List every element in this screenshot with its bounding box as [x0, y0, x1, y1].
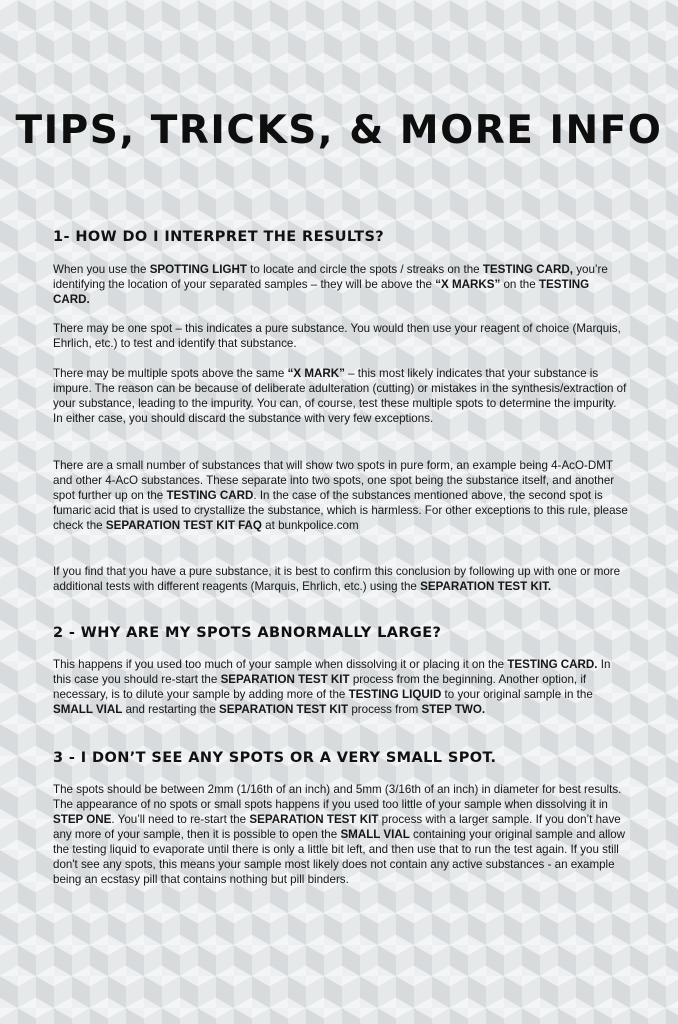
text-run: The spots should be between 2mm (1/16th of an inch) and 5mm (3/16th of an inch) in diameter for best results. The appearance of no spots or small spots happens if you used too little of your sample when dissolving it in: [53, 783, 622, 811]
bold-term: TESTING CARD,: [482, 263, 574, 276]
section-heading: 1- HOW DO I INTERPRET THE RESULTS?: [53, 229, 385, 245]
section-heading: 3 - I DON’T SEE ANY SPOTS OR A VERY SMALL SPOT.: [53, 750, 497, 766]
paragraph: [53, 262, 628, 307]
paragraph: [53, 458, 628, 533]
paragraph: [53, 564, 628, 594]
text-run: process from the beginning. Another option, if necessary, is to dilute your sample by adding more of the: [53, 673, 587, 701]
text-run: There may be one spot – this indicates a pure substance. You would then use your reagent of choice (Marquis, Ehrlich, etc.) to test and identify that substance.: [53, 322, 621, 350]
paragraph: [53, 321, 628, 351]
text-run: process with a larger sample. If you don’t have any more of your sample, then it is possible to open the: [53, 813, 621, 841]
text-run: you’re identifying the location of your separated samples – they will be above the: [53, 263, 608, 291]
bold-term: TESTING LIQUID: [348, 688, 442, 701]
bold-term: TESTING CARD: [166, 489, 254, 502]
text-run: There are a small number of substances that will show two spots in pure form, an example being 4-AcO-DMT and other 4-AcO substances. These separate into two spots, one spot being the substance itself, and another spot further up on the: [53, 459, 615, 502]
text-run: to locate and circle the spots / streaks on the: [246, 263, 483, 276]
text-run: When you use the: [53, 263, 150, 276]
section-heading: 2 - WHY ARE MY SPOTS ABNORMALLY LARGE?: [53, 625, 442, 641]
bold-term: SEPARATION TEST KIT: [249, 813, 379, 826]
text-run: . You’ll need to re-start the: [111, 813, 250, 826]
page-title: TIPS, TRICKS, & MORE INFO: [15, 108, 663, 153]
text-run: – this most likely indicates that your substance is impure. The reason can be because of deliberate adulteration (cutting) or mistakes in the synthesis/extraction of your substance, leading to the impurity. You can, of course, test these multiple spots to determine the impurity. In either case, you should discard the substance with very few exceptions.: [53, 367, 627, 425]
text-run: at bunkpolice.com: [261, 519, 359, 532]
bold-term: SEPARATION TEST KIT: [219, 703, 349, 716]
text-run: process from: [348, 703, 422, 716]
bold-term: TESTING CARD.: [53, 278, 590, 306]
paragraph: [53, 366, 628, 426]
text-run: . In the case of the substances mentioned above, the second spot is fumaric acid that is used to crystallize the substance, which is harmless. For other exceptions to this rule, please check the: [53, 489, 628, 532]
bold-term: “X MARK”: [287, 367, 345, 380]
text-run: containing your original sample and allow the testing liquid to evaporate until there is only a little bit left, and then use that to run the test again. If you still don't see any spots, this means your sample most likely does not contain any active substances - an example being an ecstasy pill that contains nothing but pill binders.: [53, 828, 626, 886]
text-run: There may be multiple spots above the same: [53, 367, 288, 380]
bold-term: SEPARATION TEST KIT FAQ: [105, 519, 262, 532]
bold-term: TESTING CARD.: [507, 658, 598, 671]
paragraph: [53, 782, 628, 887]
bold-term: STEP ONE: [53, 813, 112, 826]
paragraph: [53, 657, 628, 717]
text-run: In this case you should re-start the: [53, 658, 611, 686]
bold-term: “X MARKS”: [435, 278, 501, 291]
bold-term: SEPARATION TEST KIT.: [420, 580, 552, 593]
bold-term: STEP TWO.: [421, 703, 486, 716]
bold-term: SMALL VIAL: [340, 828, 410, 841]
text-run: This happens if you used too much of your sample when dissolving it or placing it on the: [53, 658, 508, 671]
text-run: If you find that you have a pure substance, it is best to confirm this conclusion by following up with one or more additional tests with different reagents (Marquis, Ehrlich, etc.) using the: [53, 565, 621, 593]
bold-term: SEPARATION TEST KIT: [220, 673, 350, 686]
text-run: to your original sample in the: [441, 688, 593, 701]
bold-term: SPOTTING LIGHT: [149, 263, 247, 276]
text-run: and restarting the: [122, 703, 220, 716]
bold-term: SMALL VIAL: [53, 703, 123, 716]
text-run: on the: [500, 278, 539, 291]
